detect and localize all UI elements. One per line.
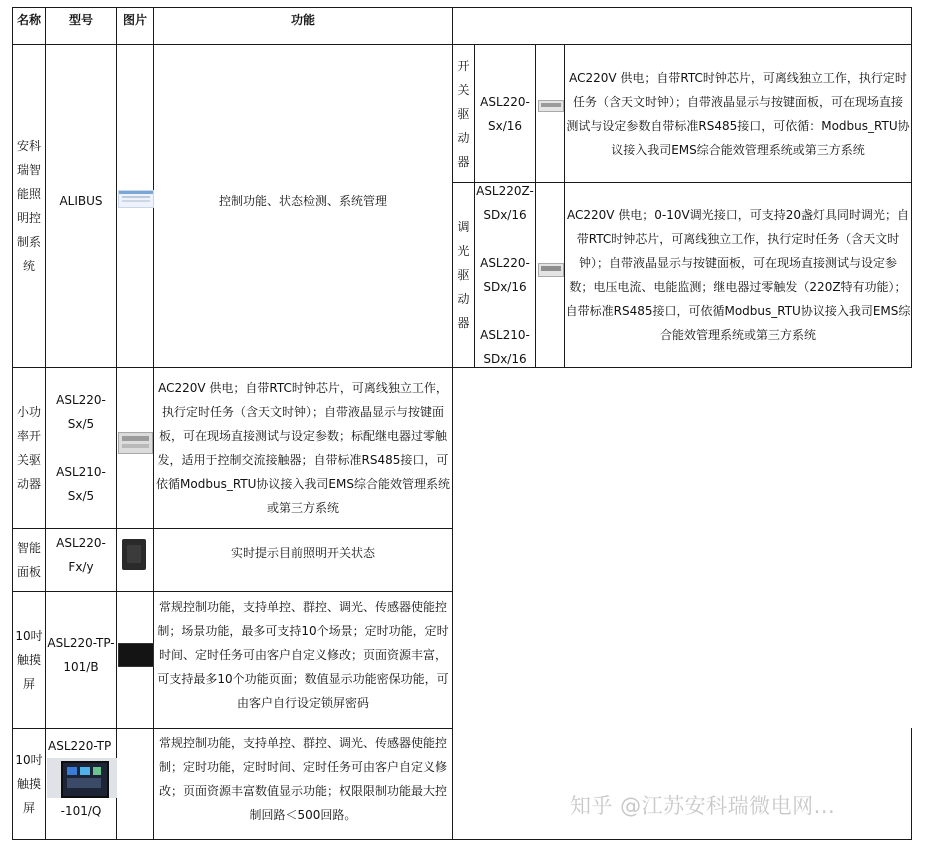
touch-screen-b-image xyxy=(118,643,154,667)
header-function: 功能 xyxy=(290,13,315,27)
col-divider-model xyxy=(116,7,117,840)
row5-model-bottom: -101/Q xyxy=(60,804,102,818)
row5-function: 常规控制功能，支持单控、群控、调光、传感器使能控 制；定时功能，定时时间、定时任务可由客户自定义修 改；页面资源丰富数值显示功能；权限限制功能最大控 制回路＜500回路。 xyxy=(158,736,447,822)
switch-driver-type: 开 关 驱 动 器 xyxy=(457,58,470,169)
row4-model: ASL220-TP- 101/B xyxy=(47,636,115,674)
row2-model: ASL220- Sx/5 ASL210- Sx/5 xyxy=(56,393,106,503)
sub-col-divider-model xyxy=(535,44,536,368)
table-border-right xyxy=(911,7,912,368)
row5-model-top: ASL220-TP xyxy=(48,739,112,753)
row1-bottom-line xyxy=(12,367,912,368)
row2-function: AC220V 供电；自带RTC时钟芯片，可离线独立工作， 执行定时任务（含天文时钟）；自带液晶显示与按键面 板，可在现场直接测试与设定参数；标配继电器过零触 发，适用于控制交流接触器；自带标准RS485接口，可 依循Modbus_RTU协议接入我司EMS综合能效管理系统 或第三方系统 xyxy=(156,381,450,515)
dimming-driver-type: 调 光 驱 动 器 xyxy=(457,220,470,330)
low-power-driver-image xyxy=(118,432,153,454)
switch-driver-function: AC220V 供电；自带RTC时钟芯片，可离线独立工作，执行定时 任务（含天文时钟）；自带液晶显示与按键面板，可在现场直接 测试与设定参数自带标准RS485接口，可依循：Modbus_RTU协 议接入我司EMS综合能效管理系统或第三方系统 xyxy=(566,70,910,157)
switch-driver-model: ASL220- Sx/16 xyxy=(480,94,530,133)
switch-driver-image xyxy=(538,100,564,112)
dimming-driver-image xyxy=(538,263,564,277)
row4-function: 常规控制功能，支持单控、群控、调光、传感器使能控 制；场景功能，最多可支持10个场景；定时功能，定时 时间、定时任务可由客户自定义修改；页面资源丰富， 可支持最多10个功能页面；数值显示功能密保功能，可 由客户自行设定锁屏密码 xyxy=(157,600,449,710)
zhihu-watermark: 知乎 @江苏安科瑞微电网... xyxy=(570,794,836,818)
table-border-bottom xyxy=(12,839,912,840)
table-border-right-lower xyxy=(911,728,912,840)
header-model: 型号 xyxy=(68,13,93,27)
row2-name: 小功 率开 关驱 动器 xyxy=(16,405,41,491)
header-image: 图片 xyxy=(122,13,147,27)
row1-name: 安科 瑞智 能照 明控 制系 统 xyxy=(16,139,41,273)
row3-function: 实时提示目前照明开关状态 xyxy=(230,546,375,560)
dimming-driver-model: ASL220Z- SDx/16 ASL220- SDx/16 ASL210- SDx/16 xyxy=(476,184,534,366)
row4-name: 10吋 触摸 屏 xyxy=(15,629,43,691)
row1-function: 控制功能、状态检测、系统管理 xyxy=(218,194,387,208)
row1-model: ALIBUS xyxy=(59,194,103,208)
row3-name: 智能 面板 xyxy=(16,541,41,579)
header-name: 名称 xyxy=(16,13,41,27)
row5-name: 10吋 触摸 屏 xyxy=(15,753,43,815)
touch-screen-q-image xyxy=(47,758,117,798)
dimming-driver-function: AC220V 供电；0-10V调光接口，可支持20盏灯具同时调光；自 带RTC时钟芯片，可离线独立工作，执行定时任务（含天文时 钟）；自带液晶显示与按键面板，可在现场直接测试与设定参 数；电压电流、电能监测；继电器过零触发（220Z特有功能）； 自带标准RS485接口，可依循Modbus_RTU协议接入我司EMS综 合能效管理系统或第三方系统 xyxy=(565,208,911,342)
row3-model: ASL220- Fx/y xyxy=(56,536,106,574)
smart-panel-image xyxy=(122,539,146,570)
alibus-product-image xyxy=(118,190,154,208)
